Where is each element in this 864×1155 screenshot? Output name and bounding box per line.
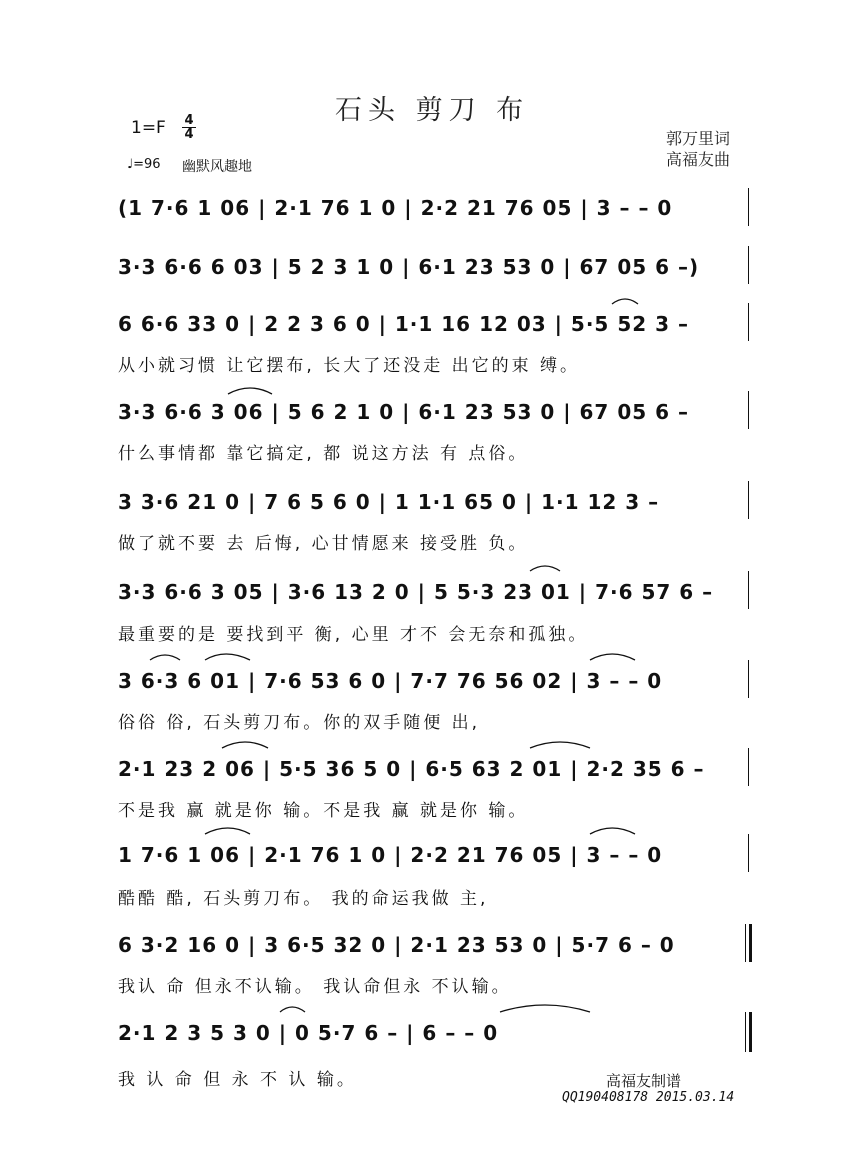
slur-arc	[612, 299, 638, 304]
lyric-line-1: 从小就习惯 让它摆布, 长大了还没走 出它的束 缚。	[118, 356, 581, 376]
music-line-8: 2·1 23 2 06 | 5·5 36 5 0 | 6·5 63 2 01 | 2·2 35 6 –	[118, 757, 705, 781]
lyricist-credit: 郭万里词	[666, 129, 731, 148]
slur-arc	[530, 742, 590, 748]
composer-credit: 高福友曲	[666, 150, 731, 169]
lyric-line-2: 什么事情都 靠它搞定, 都 说这方法 有 点俗。	[118, 444, 529, 464]
lyric-line-4: 最重要的是 要找到平 衡, 心里 才不 会无奈和孤独。	[118, 625, 589, 645]
slur-arc	[590, 654, 635, 660]
lyric-line-8: 我认 命 但永不认输。 我认命但永 不认输。	[118, 977, 512, 997]
lyric-line-7: 酷酷 酷, 石头剪刀布。 我的命运我做 主,	[118, 889, 489, 909]
slur-arc	[150, 655, 180, 660]
transcriber-credit: 高福友制谱	[606, 1072, 682, 1090]
expression-marking: 幽默风趣地	[182, 159, 252, 175]
music-line-2: 3·3 6·6 6 03 | 5 2 3 1 0 | 6·1 23 53 0 | 67 05 6 –)	[118, 255, 700, 279]
tempo-marking: ♩=96	[127, 157, 161, 172]
music-line-3: 6 6·6 33 0 | 2 2 3 6 0 | 1·1 16 12 03 | 5·5 52 3 –	[118, 312, 689, 336]
music-line-7: 3 6·3 6 01 | 7·6 53 6 0 | 7·7 76 56 02 | 3 – – 0	[118, 669, 663, 693]
slur-arc	[530, 566, 560, 571]
music-line-1: (1 7·6 1 06 | 2·1 76 1 0 | 2·2 21 76 05 | 3 – – 0	[118, 196, 673, 220]
lyric-line-3: 做了就不要 去 后悔, 心甘情愿来 接受胜 负。	[118, 534, 529, 554]
music-line-6: 3·3 6·6 3 05 | 3·6 13 2 0 | 5 5·3 23 01 | 7·6 57 6 –	[118, 580, 714, 604]
music-line-4: 3·3 6·6 3 06 | 5 6 2 1 0 | 6·1 23 53 0 | 67 05 6 –	[118, 400, 689, 424]
lyric-line-6: 不是我 赢 就是你 输。不是我 赢 就是你 输。	[118, 801, 529, 821]
slur-arc	[590, 828, 635, 834]
slur-arc	[205, 828, 250, 834]
slur-arc	[280, 1007, 305, 1012]
music-line-5: 3 3·6 21 0 | 7 6 5 6 0 | 1 1·1 65 0 | 1·1 12 3 –	[118, 490, 660, 514]
lyric-line-9: 我 认 命 但 永 不 认 输。	[118, 1070, 357, 1090]
time-signature-bottom: 4	[184, 127, 194, 142]
slur-arc	[500, 1005, 590, 1012]
key-signature: 1=F	[131, 118, 166, 138]
music-line-10: 6 3·2 16 0 | 3 6·5 32 0 | 2·1 23 53 0 | 5·7 6 – 0	[118, 933, 675, 957]
lyric-line-5: 俗俗 俗, 石头剪刀布。你的双手随便 出,	[118, 713, 481, 733]
slur-arc	[205, 654, 250, 660]
time-signature-top: 4	[182, 114, 196, 128]
song-title: 石头 剪刀 布	[335, 95, 530, 126]
slur-arc	[228, 388, 272, 394]
slur-arc	[222, 742, 268, 748]
music-line-9: 1 7·6 1 06 | 2·1 76 1 0 | 2·2 21 76 05 | 3 – – 0	[118, 843, 663, 867]
music-line-11: 2·1 2 3 5 3 0 | 0 5·7 6 – | 6 – – 0	[118, 1021, 499, 1045]
contact-date: QQ190408178 2015.03.14	[562, 1090, 735, 1105]
